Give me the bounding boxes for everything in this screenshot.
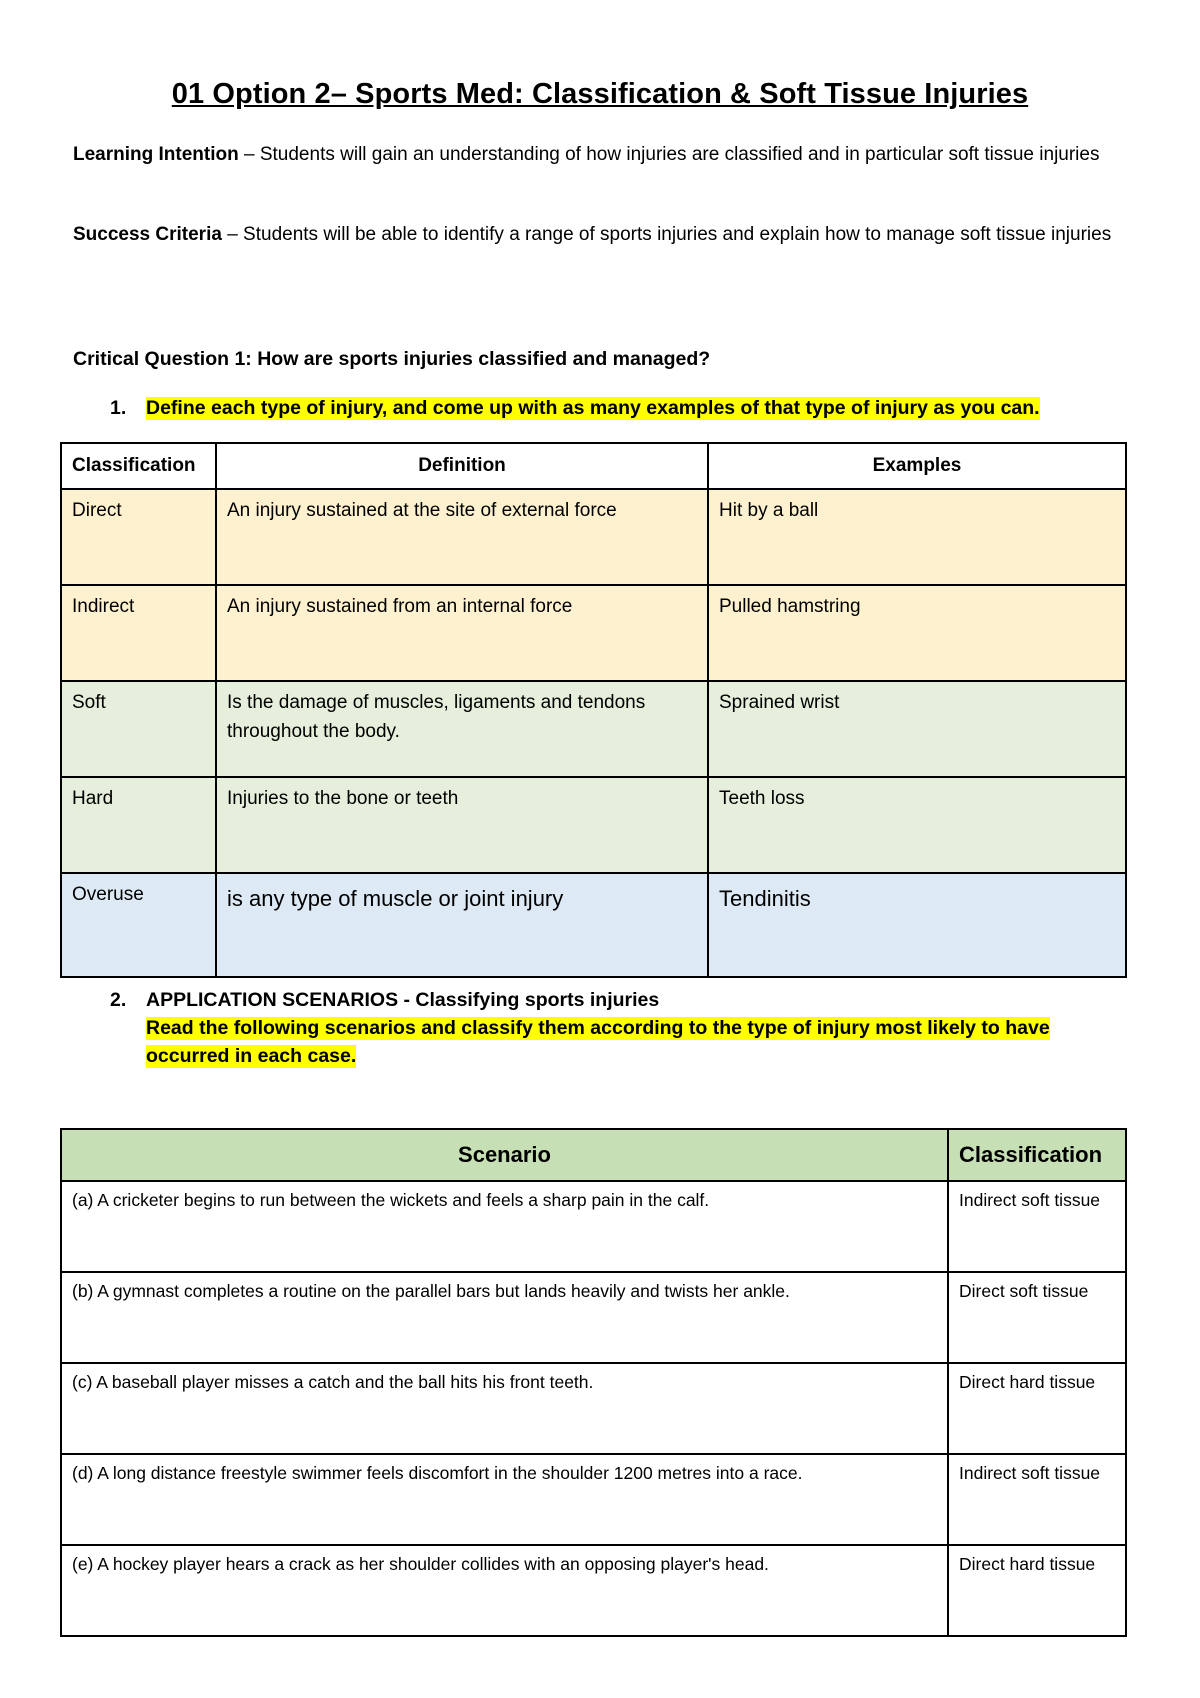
success-criteria-text: – Students will be able to identify a range of sports injuries and explain how to manage soft tissue injuries bbox=[221, 224, 1112, 245]
header-scenario: Scenario bbox=[61, 1129, 948, 1181]
learning-intention-label: Learning Intention bbox=[73, 144, 239, 165]
cell-classification: Soft bbox=[61, 681, 216, 777]
question-2-instruction-line1: Read the following scenarios and classify them according to the type of injury most likely to have bbox=[146, 1017, 1050, 1039]
table-row bbox=[61, 1363, 1126, 1454]
header-classification: Classification bbox=[948, 1129, 1126, 1181]
table-row bbox=[61, 489, 1126, 585]
cell-classification: Direct hard tissue bbox=[948, 1545, 1126, 1636]
header-classification: Classification bbox=[61, 443, 216, 489]
question-1-number: 1. bbox=[110, 397, 127, 419]
table-header-row bbox=[61, 443, 1126, 489]
cell-classification: Indirect bbox=[61, 585, 216, 681]
learning-intention bbox=[73, 138, 1133, 171]
question-1-text: Define each type of injury, and come up with as many examples of that type of injury as you can. bbox=[146, 397, 1040, 419]
cell-classification: Overuse bbox=[61, 873, 216, 977]
header-examples: Examples bbox=[708, 443, 1126, 489]
cell-example: Tendinitis bbox=[708, 873, 1126, 977]
table-row bbox=[61, 1181, 1126, 1272]
cell-classification: Indirect soft tissue bbox=[948, 1454, 1126, 1545]
page-title: 01 Option 2– Sports Med: Classification & Soft Tissue Injuries bbox=[171, 78, 1029, 110]
classification-table bbox=[60, 442, 1127, 978]
cell-definition: Is the damage of muscles, ligaments and tendons throughout the body. bbox=[216, 681, 708, 777]
cell-classification: Hard bbox=[61, 777, 216, 873]
success-criteria-label: Success Criteria bbox=[73, 224, 222, 245]
critical-question: Critical Question 1: How are sports injuries classified and managed? bbox=[73, 348, 711, 370]
question-2-heading: APPLICATION SCENARIOS - Classifying sports injuries bbox=[146, 989, 660, 1011]
table-row bbox=[61, 777, 1126, 873]
table-row bbox=[61, 681, 1126, 777]
cell-scenario: (b) A gymnast completes a routine on the parallel bars but lands heavily and twists her ankle. bbox=[61, 1272, 948, 1363]
cell-classification: Direct hard tissue bbox=[948, 1363, 1126, 1454]
cell-example: Pulled hamstring bbox=[708, 585, 1126, 681]
success-criteria bbox=[73, 218, 1133, 251]
cell-example: Sprained wrist bbox=[708, 681, 1126, 777]
cell-scenario: (a) A cricketer begins to run between the wickets and feels a sharp pain in the calf. bbox=[61, 1181, 948, 1272]
cell-classification: Direct bbox=[61, 489, 216, 585]
cell-definition: is any type of muscle or joint injury bbox=[216, 873, 708, 977]
table-row bbox=[61, 585, 1126, 681]
cell-definition: Injuries to the bone or teeth bbox=[216, 777, 708, 873]
cell-scenario: (d) A long distance freestyle swimmer feels discomfort in the shoulder 1200 metres into a race. bbox=[61, 1454, 948, 1545]
cell-example: Teeth loss bbox=[708, 777, 1126, 873]
cell-example: Hit by a ball bbox=[708, 489, 1126, 585]
header-definition: Definition bbox=[216, 443, 708, 489]
table-header-row bbox=[61, 1129, 1126, 1181]
scenario-table bbox=[60, 1128, 1127, 1637]
cell-scenario: (c) A baseball player misses a catch and the ball hits his front teeth. bbox=[61, 1363, 948, 1454]
cell-classification: Indirect soft tissue bbox=[948, 1181, 1126, 1272]
cell-definition: An injury sustained at the site of external force bbox=[216, 489, 708, 585]
table-row bbox=[61, 873, 1126, 977]
cell-scenario: (e) A hockey player hears a crack as her shoulder collides with an opposing player's head. bbox=[61, 1545, 948, 1636]
learning-intention-text: – Students will gain an understanding of how injuries are classified and in particular soft tissue injuries bbox=[238, 144, 1100, 165]
table-row bbox=[61, 1454, 1126, 1545]
cell-definition: An injury sustained from an internal force bbox=[216, 585, 708, 681]
table-row bbox=[61, 1545, 1126, 1636]
table-row bbox=[61, 1272, 1126, 1363]
question-2-number: 2. bbox=[110, 989, 127, 1011]
question-2-instruction-line2: occurred in each case. bbox=[146, 1045, 357, 1067]
cell-classification: Direct soft tissue bbox=[948, 1272, 1126, 1363]
